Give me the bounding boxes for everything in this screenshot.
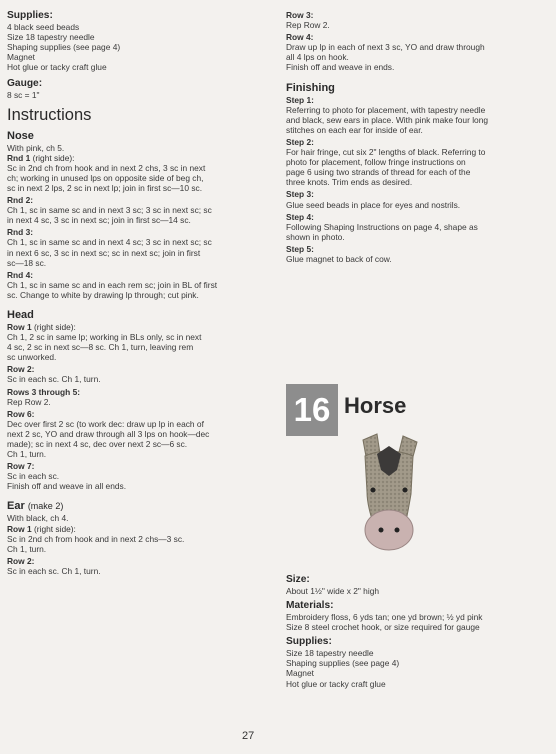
step-label: Step 2:	[286, 136, 314, 147]
step-label: Step 5:	[286, 243, 314, 254]
row-label: Row 4:	[286, 32, 314, 43]
supplies-line: 4 black seed beads	[7, 22, 80, 32]
materials-line: Size 8 steel crochet hook, or size required for gauge	[286, 622, 480, 633]
row-text: Sc in each sc.	[7, 471, 60, 482]
row-text: Ch 1, sc in same sc and in next 3 sc; 3 sc in next sc; sc	[7, 205, 212, 216]
row-text: in next 6 sc, 3 sc in next sc; sc in next sc; join in first	[7, 247, 201, 258]
size-text: About 1½" wide x 2" high	[286, 586, 380, 596]
step-label: Step 3:	[286, 189, 314, 200]
row-label: Rnd 4:	[7, 269, 34, 280]
row-label: Row 1 (right side):	[7, 321, 76, 332]
step-text: and black, sew ears in place. With pink make four long	[286, 114, 489, 125]
step-text: Referring to photo for placement, with tapestry needle	[286, 104, 486, 115]
supplies-line: Magnet	[286, 668, 314, 679]
head-heading: Head	[7, 308, 34, 321]
supplies-line: Hot glue or tacky craft glue	[7, 62, 107, 73]
supplies-line: Hot glue or tacky craft glue	[286, 678, 386, 689]
materials-heading: Materials:	[286, 600, 334, 612]
row-label: Rows 3 through 5:	[7, 386, 81, 397]
nose-intro: With pink, ch 5.	[7, 142, 65, 153]
horse-details	[286, 574, 548, 689]
ear-intro: With black, ch 4.	[7, 513, 69, 524]
row-text: Sc in 2nd ch from hook and in next 2 chs—3 sc.	[7, 533, 185, 544]
row-text: Ch 1, sc in same sc and in next 4 sc; 3 sc in next sc; sc	[7, 237, 212, 248]
step-text: Following Shaping Instructions on page 4, shape as	[286, 221, 478, 232]
supplies-line: Size 18 tapestry needle	[286, 648, 374, 659]
row-text: sc—18 sc.	[7, 257, 47, 268]
row-label: Rnd 3:	[7, 227, 34, 238]
step-text: Glue magnet to back of cow.	[286, 253, 392, 264]
step-label: Step 1:	[286, 94, 314, 105]
project-number-badge: 16	[286, 384, 338, 436]
step-text: page 6 using two strands of thread for each of the	[286, 167, 471, 178]
step-text: photo for placement, follow fringe instructions on	[286, 157, 466, 168]
step-text: three knots. Trim ends as desired.	[286, 177, 413, 188]
row-label: Row 2:	[7, 555, 35, 566]
instructions-heading: Instructions	[7, 105, 92, 124]
row-label: Row 1 (right side):	[7, 523, 76, 534]
supplies-heading: Supplies:	[7, 10, 53, 21]
supplies-line: Size 18 tapestry needle	[7, 32, 95, 43]
step-text: stitches on each ear for inside of ear.	[286, 124, 423, 135]
row-text: Ch 1, sc in same sc and in each rem sc; join in BL of first	[7, 279, 218, 290]
supplies-line: Shaping supplies (see page 4)	[7, 42, 121, 53]
row-text: sc unworked.	[7, 352, 57, 363]
row-label: Row 3:	[286, 10, 314, 20]
row-text: Dec over first 2 sc (to work dec: draw up lp in each of	[7, 418, 204, 429]
horse-photo	[345, 432, 433, 562]
row-text: Ch 1, turn.	[7, 543, 47, 554]
page-number: 27	[242, 730, 255, 742]
size-heading: Size:	[286, 574, 310, 585]
row-text: Rep Row 2.	[286, 20, 330, 31]
supplies-line: Shaping supplies (see page 4)	[286, 658, 400, 669]
materials-line: Embroidery floss, 6 yds tan; one yd brown; ½ yd pink	[286, 612, 483, 623]
row-text: Sc in each sc. Ch 1, turn.	[7, 565, 101, 576]
gauge-heading: Gauge:	[7, 78, 43, 90]
row-text: sc in next 2 lps, 2 sc in next lp; join in first sc—10 sc.	[7, 182, 203, 193]
step-label: Step 4:	[286, 211, 314, 222]
left-column	[7, 10, 277, 576]
row-text: Finish off and weave in all ends.	[7, 481, 127, 492]
row-label: Row 2:	[7, 364, 35, 375]
row-text: sc. Change to white by drawing lp through; cut pink.	[7, 289, 199, 300]
row-text: Sc in each sc. Ch 1, turn.	[7, 374, 101, 385]
supplies-line: Magnet	[7, 52, 35, 63]
nose-heading: Nose	[7, 129, 34, 142]
gauge-text: 8 sc = 1"	[7, 90, 40, 101]
row-text: in next 4 sc, 3 sc in next sc; join in first sc—14 sc.	[7, 215, 191, 226]
right-column	[286, 10, 548, 264]
row-text: ch; working in unused lps on opposite side of beg ch,	[7, 172, 204, 183]
step-text: shown in photo.	[286, 231, 345, 242]
row-text: Rep Row 2.	[7, 396, 51, 407]
row-text: next 2 sc, YO and draw through all 3 lps on hook—dec	[7, 428, 210, 439]
step-text: Glue seed beads in place for eyes and nostrils.	[286, 199, 461, 210]
row-label: Rnd 1 (right side):	[7, 152, 75, 163]
row-label: Row 6:	[7, 408, 35, 419]
row-label: Row 7:	[7, 461, 35, 472]
row-text: Finish off and weave in ends.	[286, 62, 395, 73]
row-text: made); sc in next 4 sc, dec over next 2 sc—6 sc.	[7, 439, 188, 449]
row-text: Ch 1, turn.	[7, 449, 47, 460]
supplies-heading: Supplies:	[286, 636, 332, 648]
row-label: Rnd 2:	[7, 195, 34, 206]
step-text: For hair fringe, cut six 2" lengths of black. Referring to	[286, 147, 486, 158]
finishing-heading: Finishing	[286, 81, 335, 94]
row-text: Sc in 2nd ch from hook and in next 2 chs, 3 sc in next	[7, 162, 206, 173]
ear-heading: Ear (make 2)	[7, 500, 64, 513]
project-title: Horse	[344, 393, 407, 418]
row-text: all 4 lps on hook.	[286, 52, 349, 63]
row-text: 4 sc, 2 sc in next sc—8 sc. Ch 1, turn, leaving rem	[7, 342, 194, 353]
row-text: Draw up lp in each of next 3 sc, YO and draw through	[286, 42, 485, 53]
row-text: Ch 1, 2 sc in same lp; working in BLs only, sc in next	[7, 332, 202, 343]
